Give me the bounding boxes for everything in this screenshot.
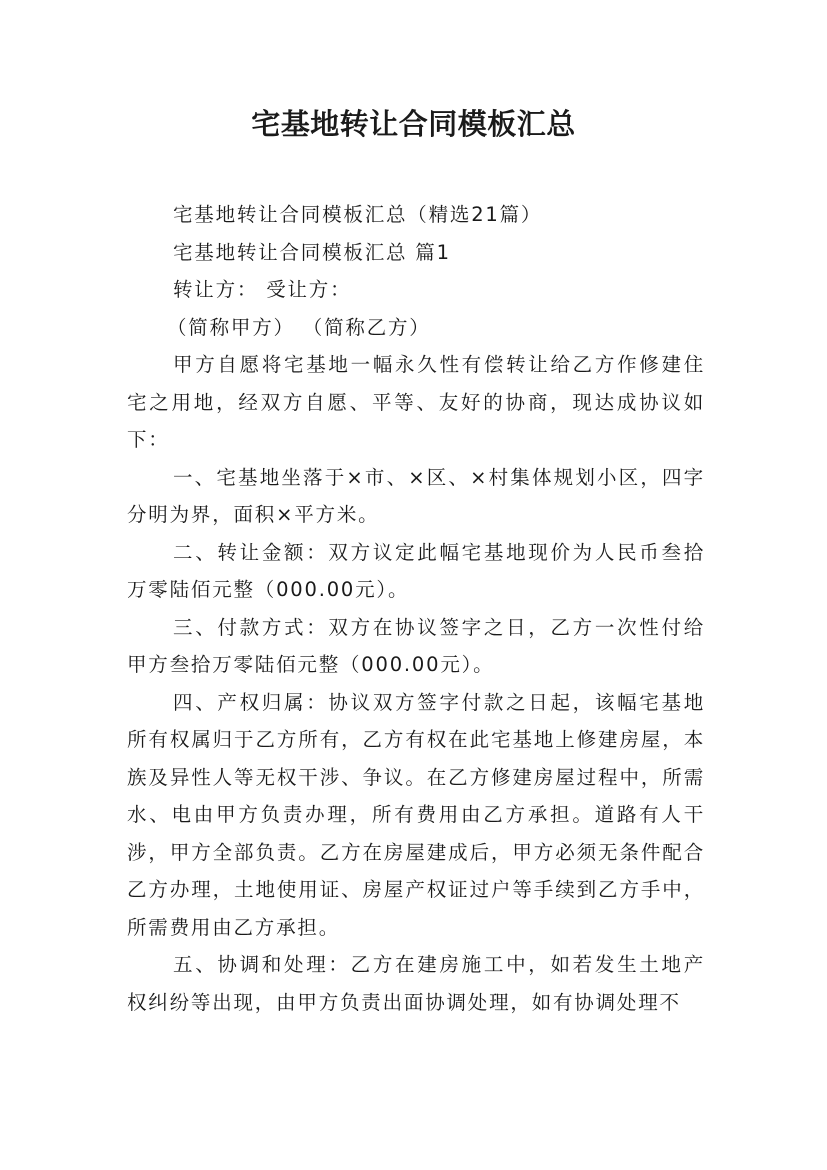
paragraph-intro: 甲方自愿将宅基地一幅永久性有偿转让给乙方作修建住宅之用地，经双方自愿、平等、友好的协商，现达成协议如下： — [127, 353, 705, 451]
paragraph-clause-2: 二、转让金额：双方议定此幅宅基地现价为人民币叁拾万零陆佰元整（000.00元）。 — [127, 540, 705, 601]
paragraph-clause-5: 五、协调和处理：乙方在建房施工中，如若发生土地产权纠纷等出现，由甲方负责出面协调处理，如有协调处理不 — [127, 953, 705, 1014]
document-body — [127, 196, 705, 1021]
document-title: 宅基地转让合同模板汇总 — [251, 107, 576, 141]
paragraph-clause-4: 四、产权归属：协议双方签字付款之日起，该幅宅基地所有权属归于乙方所有，乙方有权在此宅基地上修建房屋，本族及异性人等无权干涉、争议。在乙方修建房屋过程中，所需水、电由甲方负责办理，所有费用由乙方承担。道路有人干涉，甲方全部负责。乙方在房屋建成后，甲方必须无条件配合乙方办理，土地使用证、房屋产权证过户等手续到乙方手中，所需费用由乙方承担。 — [127, 690, 705, 939]
paragraph-subtitle: 宅基地转让合同模板汇总（精选21篇） — [173, 203, 543, 226]
paragraph-section-heading: 宅基地转让合同模板汇总 篇1 — [173, 240, 451, 264]
paragraph-clause-1: 一、宅基地坐落于×市、×区、×村集体规划小区，四字分明为界，面积×平方米。 — [127, 465, 705, 526]
paragraph-clause-3: 三、付款方式：双方在协议签字之日，乙方一次性付给甲方叁拾万零陆佰元整（000.00元）。 — [127, 615, 705, 676]
paragraph-parties: 转让方： 受让方： — [173, 278, 352, 301]
paragraph-party-abbreviations: （简称甲方） （简称乙方） — [167, 315, 431, 339]
